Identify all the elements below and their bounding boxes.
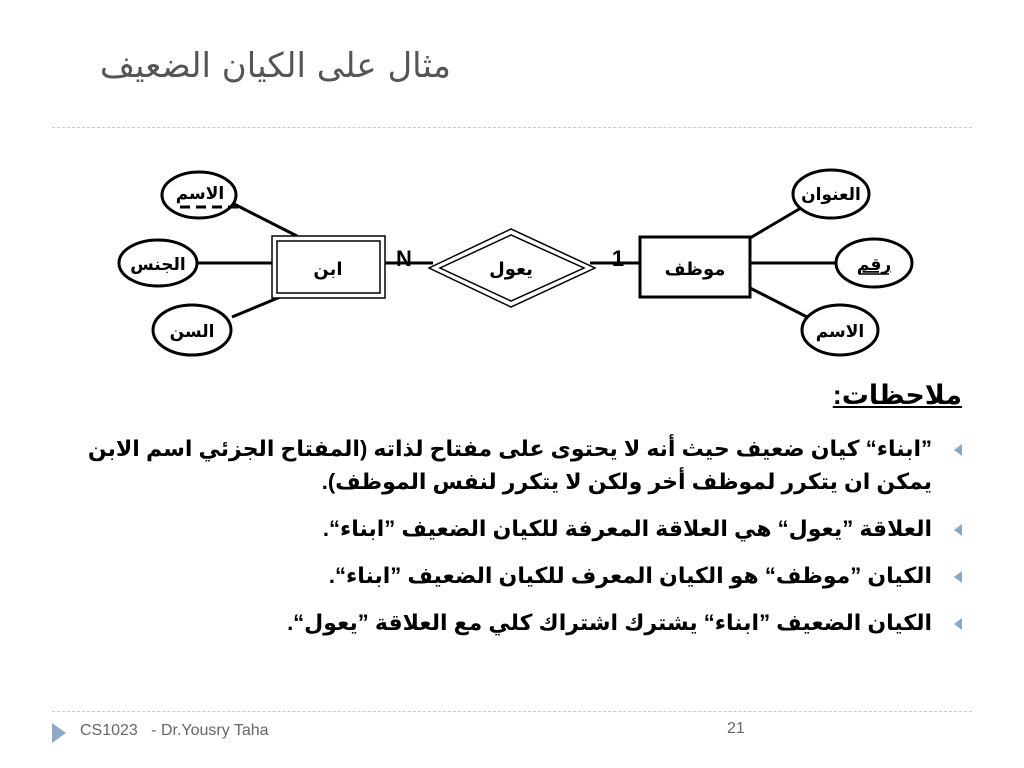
cardinality-n: N [396, 246, 412, 271]
list-item [84, 606, 964, 639]
page-number: 21 [727, 720, 745, 737]
attribute-number-key-label: رقم [856, 255, 892, 274]
attribute-age-label: السن [169, 322, 215, 341]
attribute-address-label: العنوان [801, 185, 861, 204]
footer-credit [80, 720, 270, 742]
notes-heading: ملاحظات: [832, 380, 962, 410]
er-diagram [0, 0, 1024, 380]
note-text: الكيان ”موظف“ هو الكيان المعرف للكيان الضعيف ”ابناء“. [328, 563, 932, 588]
footer-divider [52, 711, 972, 712]
list-item [84, 559, 964, 592]
attribute-gender-label: الجنس [130, 255, 186, 274]
cardinality-one: 1 [611, 246, 625, 271]
bullet-triangle-icon [954, 571, 962, 583]
notes-list [84, 432, 964, 653]
connector-line [750, 288, 809, 318]
relationship-label: يعول [489, 259, 533, 279]
page-title: مثال على الكيان الضعيف [99, 46, 451, 86]
connector-line [750, 205, 806, 238]
bullet-triangle-icon [954, 618, 962, 630]
footer-arrow-icon [52, 723, 66, 743]
list-item [84, 432, 964, 498]
footer-course: CS1023 [80, 722, 138, 739]
note-text: ”ابناء“ كيان ضعيف حيث أنه لا يحتوى على مفتاح لذاته (المفتاح الجزئي اسم الابن يمكن ان يتكرر لموظف أخر ولكن لا يتكرر لنفس الموظف). [87, 436, 932, 494]
note-text: الكيان الضعيف ”ابناء“ يشترك اشتراك كلي مع العلاقة ”يعول“. [287, 610, 932, 635]
owner-entity-label: موظف [664, 259, 726, 279]
weak-entity-label: ابن [313, 259, 343, 279]
attribute-partial-key-label: الاسم [175, 184, 225, 203]
note-text: العلاقة ”يعول“ هي العلاقة المعرفة للكيان الضعيف ”ابناء“. [322, 516, 932, 541]
footer-author: - Dr.Yousry Taha [151, 722, 269, 739]
attribute-owner-name-label: الاسم [815, 322, 865, 341]
bullet-triangle-icon [954, 444, 962, 456]
bullet-triangle-icon [954, 524, 962, 536]
list-item [84, 512, 964, 545]
connector-line [232, 203, 297, 236]
